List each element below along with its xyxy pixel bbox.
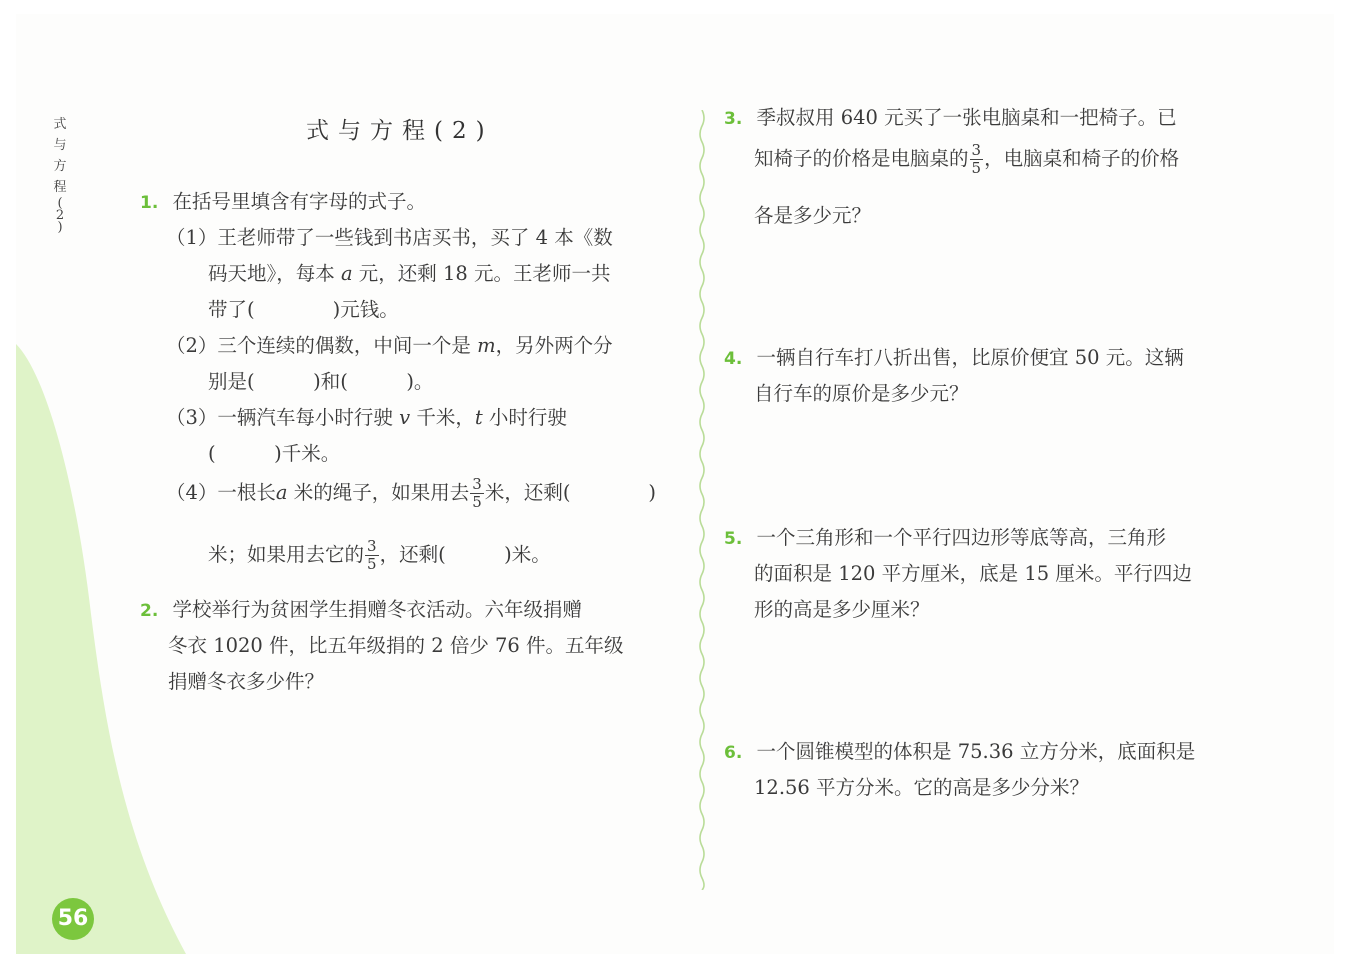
q1-part1-line2 [208,258,611,286]
question-stem: 在括号里填含有字母的式子。 [172,190,427,213]
variable: t [474,406,483,429]
text-span: ，电脑桌和椅子的价格 [984,147,1180,170]
text-span: 米，还剩( ) [484,481,657,504]
variable: m [477,334,496,357]
question-number: 1. [140,193,159,213]
question-line: 形的高是多少厘米？ [754,598,930,621]
question-number: 3. [724,109,743,129]
question-number: 4. [724,349,743,369]
text-span: 小时行驶 [482,406,567,429]
text-span: （4）一根长 [166,481,276,504]
workbook-page [16,14,1334,954]
question-line [754,142,1179,177]
fraction [970,142,984,177]
fraction [365,538,379,573]
question-line: 一个圆锥模型的体积是 75.36 立方分米，底面积是 [756,740,1196,763]
numerator: 3 [472,475,482,493]
page-number-badge: 56 [52,898,94,940]
question-line: 自行车的原价是多少元？ [754,382,969,405]
variable: v [399,406,411,429]
side-title-char: 2 [55,208,65,223]
question-number: 2. [140,601,159,621]
question-line: 学校举行为贫困学生捐赠冬衣活动。六年级捐赠 [172,598,583,621]
side-title-char: 与 [53,138,67,153]
page-title: 式与方程(2) [306,118,494,144]
question-line: 季叔叔用 640 元买了一张电脑桌和一把椅子。已 [756,106,1177,129]
question-line: 一辆自行车打八折出售，比原价便宜 50 元。这辆 [756,346,1184,369]
question-line: 捐赠冬衣多少件？ [168,670,325,693]
side-title-char: 方 [53,159,67,174]
q1-part1-line3: 带了( )元钱。 [208,298,399,321]
q1-part3-line2: ( )千米。 [208,442,341,465]
variable: a [275,481,288,504]
variable: a [340,262,353,285]
side-title-char: ) [57,220,63,235]
denominator: 5 [472,493,482,511]
text-span: （2）三个连续的偶数，中间一个是 [166,334,478,357]
side-title-char: 程 [53,180,67,195]
question-line: 冬衣 1020 件，比五年级捐的 2 倍少 76 件。五年级 [168,634,624,657]
side-title-char: 式 [53,117,67,132]
numerator: 3 [367,537,377,555]
text-span: ，另外两个分 [495,334,613,357]
question-number: 6. [724,743,743,763]
q1-part2-line2: 别是( )和( )。 [208,370,434,393]
q1-part4-line2 [208,538,551,573]
text-span: 元，还剩 18 元。王老师一共 [352,262,611,285]
question-line: 的面积是 120 平方厘米，底是 15 厘米。平行四边 [754,562,1192,585]
q1-part3-line1 [166,402,567,430]
denominator: 5 [971,159,982,177]
text-span: （3）一辆汽车每小时行驶 [166,406,400,429]
numerator: 3 [971,141,982,159]
denominator: 5 [367,555,377,573]
wavy-divider [694,110,710,890]
side-section-title [50,114,70,234]
q1-part4-line1 [166,476,656,511]
fraction [470,476,484,511]
question-number: 5. [724,529,743,549]
text-span: 知椅子的价格是电脑桌的 [754,147,969,170]
text-span: ，还剩( )米。 [379,543,551,566]
text-span: 千米， [410,406,475,429]
text-span: 米；如果用去它的 [208,543,365,566]
text-span: 米的绳子，如果用去 [287,481,470,504]
question-line: 12.56 平方分米。它的高是多少分米？ [754,776,1090,799]
question-line: 一个三角形和一个平行四边形等底等高，三角形 [756,526,1167,549]
q1-part2-line1 [166,330,613,358]
side-title-char: ( [57,196,63,211]
text-span: 码天地》，每本 [208,262,341,285]
question-line: 各是多少元？ [754,204,872,227]
q1-part1-line1: （1）王老师带了一些钱到书店买书，买了 4 本《数 [166,226,613,249]
